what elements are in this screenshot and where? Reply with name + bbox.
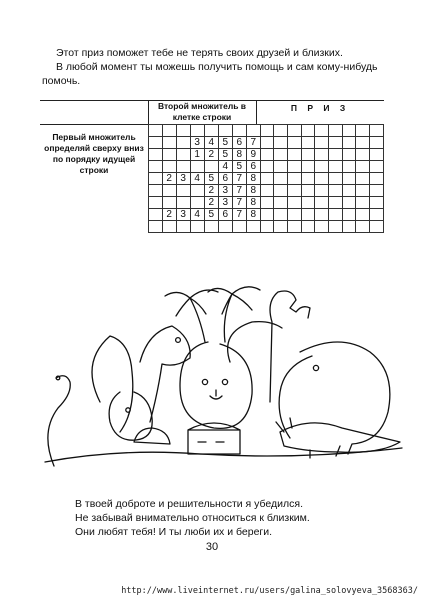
prize-cell xyxy=(260,197,274,209)
digit-cell xyxy=(149,197,163,209)
digit-cell xyxy=(176,221,190,233)
prize-cell xyxy=(301,149,315,161)
prize-cell xyxy=(356,161,370,173)
digit-cell: 7 xyxy=(232,209,246,221)
prize-cell xyxy=(329,149,343,161)
prize-cell xyxy=(274,125,288,137)
digit-cell: 2 xyxy=(162,209,176,221)
camel xyxy=(92,336,133,432)
digit-cell xyxy=(149,125,163,137)
digit-cell xyxy=(218,221,232,233)
digit-cell: 5 xyxy=(218,149,232,161)
digit-cell: 5 xyxy=(204,209,218,221)
digit-cell: 8 xyxy=(246,197,260,209)
digit-cell xyxy=(162,149,176,161)
digit-cell xyxy=(149,173,163,185)
prize-cell xyxy=(370,209,384,221)
digit-cell: 3 xyxy=(218,197,232,209)
prize-cell xyxy=(301,161,315,173)
prize-cell xyxy=(274,221,288,233)
digit-cell xyxy=(149,149,163,161)
digit-cell xyxy=(232,221,246,233)
prize-cell xyxy=(288,149,302,161)
prize-cell xyxy=(260,137,274,149)
prize-cell xyxy=(342,137,356,149)
intro-line-2: В любой момент ты можешь получить помощь и сам кому-нибудь помочь. xyxy=(42,61,378,87)
prize-cell xyxy=(274,137,288,149)
prize-cell xyxy=(288,197,302,209)
digit-cell: 4 xyxy=(218,161,232,173)
prize-cell xyxy=(342,209,356,221)
palm-tree-left xyxy=(165,290,218,342)
prize-cell xyxy=(315,161,329,173)
prize-cell xyxy=(260,221,274,233)
digit-cell xyxy=(176,137,190,149)
prize-cell xyxy=(274,149,288,161)
prize-cell xyxy=(260,173,274,185)
prize-cell xyxy=(329,185,343,197)
closing-line-1: В твоей доброте и решительности я убедился. xyxy=(75,498,303,510)
digit-cell xyxy=(232,125,246,137)
digit-cell xyxy=(204,161,218,173)
digit-cell: 7 xyxy=(246,137,260,149)
digit-cell xyxy=(190,221,204,233)
grid-row xyxy=(149,161,384,173)
prize-cell xyxy=(260,185,274,197)
prize-cell xyxy=(288,173,302,185)
prize-cell xyxy=(342,161,356,173)
prize-cell xyxy=(301,209,315,221)
prize-cell xyxy=(329,161,343,173)
prize-cell xyxy=(370,197,384,209)
page-number: 30 xyxy=(205,541,219,553)
prize-cell xyxy=(274,185,288,197)
prize-cell xyxy=(301,137,315,149)
digit-cell: 2 xyxy=(204,197,218,209)
prize-cell xyxy=(315,173,329,185)
prize-cell xyxy=(301,185,315,197)
prize-cell xyxy=(329,221,343,233)
palm-tree-right xyxy=(208,287,260,342)
answer-grid xyxy=(148,124,384,233)
snake xyxy=(48,376,70,466)
giraffe xyxy=(270,291,310,402)
prize-cell xyxy=(315,185,329,197)
digit-cell: 5 xyxy=(204,173,218,185)
prize-cell xyxy=(274,197,288,209)
digit-cell: 9 xyxy=(246,149,260,161)
digit-cell xyxy=(149,161,163,173)
digit-cell: 2 xyxy=(162,173,176,185)
grid-row xyxy=(149,197,384,209)
digit-cell xyxy=(162,185,176,197)
prize-cell xyxy=(301,173,315,185)
digit-cell xyxy=(149,137,163,149)
prize-cell xyxy=(356,209,370,221)
digit-cell: 4 xyxy=(190,209,204,221)
second-multiplier-label: Второй множитель в клетке строки xyxy=(157,101,247,122)
prize-cell xyxy=(356,173,370,185)
digit-cell xyxy=(176,161,190,173)
prize-cell xyxy=(288,137,302,149)
prize-cell xyxy=(356,197,370,209)
digit-cell: 4 xyxy=(204,137,218,149)
digit-cell xyxy=(176,125,190,137)
intro-line-1: Этот приз поможет тебе не терять своих друзей и близких. xyxy=(56,47,343,59)
digit-cell xyxy=(190,197,204,209)
prize-cell xyxy=(288,221,302,233)
digit-cell: 3 xyxy=(190,137,204,149)
digit-cell xyxy=(162,197,176,209)
digit-cell xyxy=(162,137,176,149)
prize-cell xyxy=(274,161,288,173)
digit-cell xyxy=(204,125,218,137)
digit-cell: 6 xyxy=(218,173,232,185)
prize-cell xyxy=(370,125,384,137)
prize-cell xyxy=(329,197,343,209)
elephant xyxy=(300,342,390,458)
prize-cell xyxy=(301,221,315,233)
prize-label: П Р И З xyxy=(290,103,350,113)
prize-cell xyxy=(329,137,343,149)
grid-row xyxy=(149,149,384,161)
digit-cell xyxy=(149,185,163,197)
digit-cell xyxy=(204,221,218,233)
prize-cell xyxy=(329,125,343,137)
prize-cell xyxy=(315,137,329,149)
digit-cell: 7 xyxy=(232,185,246,197)
digit-cell: 3 xyxy=(218,185,232,197)
digit-cell: 2 xyxy=(204,149,218,161)
digit-cell: 7 xyxy=(232,173,246,185)
prize-cell xyxy=(260,209,274,221)
prize-cell xyxy=(342,149,356,161)
grid-row xyxy=(149,209,384,221)
intro-text xyxy=(42,46,382,88)
turtle xyxy=(134,428,170,444)
digit-cell: 6 xyxy=(218,209,232,221)
digit-cell xyxy=(149,209,163,221)
digit-cell xyxy=(176,197,190,209)
digit-cell xyxy=(162,161,176,173)
first-multiplier-label: Первый множитель определяй сверху вниз по порядку идущей строки xyxy=(44,132,144,175)
prize-cell xyxy=(356,185,370,197)
prize-cell xyxy=(260,149,274,161)
prize-cell xyxy=(356,125,370,137)
prize-cell xyxy=(342,185,356,197)
prize-cell xyxy=(288,185,302,197)
digit-cell: 3 xyxy=(176,173,190,185)
closing-line-2: Не забывай внимательно относиться к близким. xyxy=(75,512,310,524)
digit-cell xyxy=(246,125,260,137)
prize-cell xyxy=(342,221,356,233)
digit-cell xyxy=(162,125,176,137)
digit-cell: 8 xyxy=(232,149,246,161)
prize-cell xyxy=(260,125,274,137)
digit-cell: 4 xyxy=(190,173,204,185)
prize-cell xyxy=(356,137,370,149)
grid-row xyxy=(149,221,384,233)
animals-illustration xyxy=(40,282,410,468)
prize-cell xyxy=(288,125,302,137)
prize-cell xyxy=(370,173,384,185)
prize-cell xyxy=(315,221,329,233)
monkey xyxy=(109,392,152,440)
grid-row xyxy=(149,137,384,149)
grid-row xyxy=(149,173,384,185)
prize-cell xyxy=(370,161,384,173)
digit-cell xyxy=(162,221,176,233)
digit-cell: 7 xyxy=(232,197,246,209)
digit-cell xyxy=(149,221,163,233)
digit-cell xyxy=(190,125,204,137)
prize-cell xyxy=(315,197,329,209)
prize-cell xyxy=(370,149,384,161)
prize-cell xyxy=(260,161,274,173)
prize-cell xyxy=(301,197,315,209)
digit-cell: 5 xyxy=(218,137,232,149)
digit-cell: 8 xyxy=(246,173,260,185)
prize-cell xyxy=(274,173,288,185)
prize-cell xyxy=(356,149,370,161)
prize-cell xyxy=(329,173,343,185)
prize-cell xyxy=(329,209,343,221)
prize-cell xyxy=(288,161,302,173)
prize-cell xyxy=(342,173,356,185)
grid-row xyxy=(149,125,384,137)
closing-line-3: Они любят тебя! И ты люби их и береги. xyxy=(75,526,273,538)
prize-cell xyxy=(315,125,329,137)
digit-cell: 5 xyxy=(232,161,246,173)
digit-cell: 3 xyxy=(176,209,190,221)
source-url: http://www.liveinternet.ru/users/galina_solovyeva_3568363/ xyxy=(121,586,418,596)
prize-cell xyxy=(301,125,315,137)
puzzle-grid xyxy=(40,100,384,257)
digit-cell xyxy=(190,185,204,197)
closing-text xyxy=(75,497,375,539)
prize-cell xyxy=(274,209,288,221)
digit-cell: 6 xyxy=(246,161,260,173)
prize-cell xyxy=(315,149,329,161)
digit-cell xyxy=(176,185,190,197)
prize-cell xyxy=(370,137,384,149)
digit-cell xyxy=(190,161,204,173)
prize-cell xyxy=(370,185,384,197)
prize-cell xyxy=(342,125,356,137)
digit-cell: 8 xyxy=(246,185,260,197)
digit-cell xyxy=(176,149,190,161)
prize-cell xyxy=(315,209,329,221)
digit-cell xyxy=(218,125,232,137)
prize-cell xyxy=(288,209,302,221)
prize-cell xyxy=(342,197,356,209)
prize-cell xyxy=(356,221,370,233)
digit-cell: 1 xyxy=(190,149,204,161)
grid-row xyxy=(149,185,384,197)
prize-cell xyxy=(370,221,384,233)
digit-cell: 8 xyxy=(246,209,260,221)
digit-cell xyxy=(246,221,260,233)
digit-cell: 6 xyxy=(232,137,246,149)
digit-cell: 2 xyxy=(204,185,218,197)
